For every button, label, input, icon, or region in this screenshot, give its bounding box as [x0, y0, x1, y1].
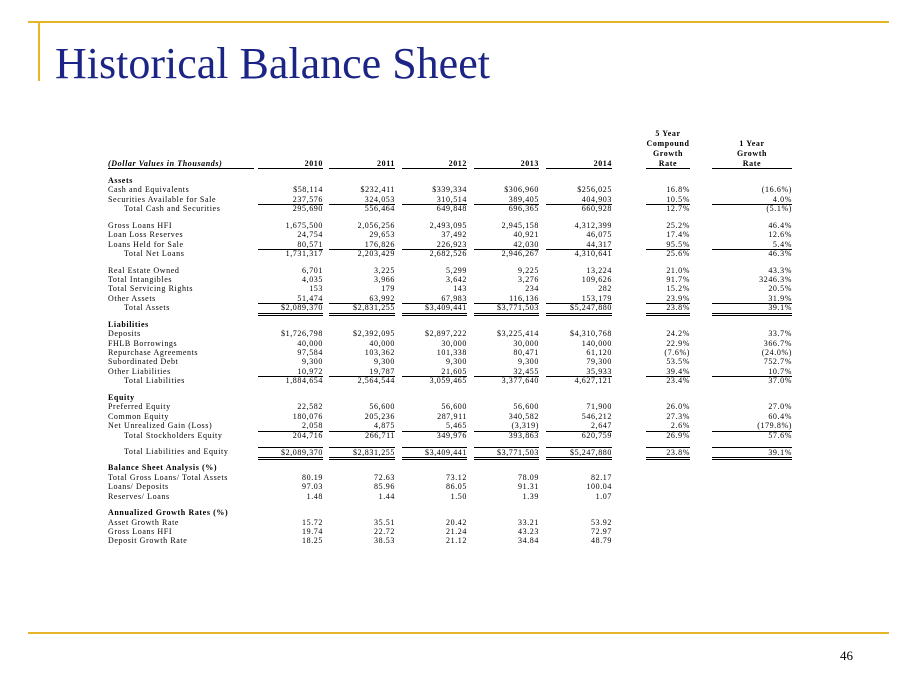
row-label: Preferred Equity [108, 402, 171, 412]
one-year-cell: 39.1% [712, 303, 792, 315]
one-year-cell: 12.6% [768, 230, 792, 240]
value-cell: 30,000 [513, 338, 539, 348]
table-row [108, 221, 798, 230]
header-row-4 [108, 159, 798, 169]
value-cell: 85.96 [374, 482, 395, 492]
cagr-cell: 27.3% [666, 411, 690, 421]
table-row [108, 536, 798, 545]
cagr-cell: 23.4% [666, 376, 690, 386]
spacer-row [108, 386, 798, 393]
row-label: Securities Available for Sale [108, 194, 217, 204]
value-cell: 2,564,544 [357, 376, 395, 386]
table-row [108, 294, 798, 303]
value-cell: 1,884,654 [285, 376, 323, 386]
value-cell: 67,983 [402, 294, 467, 304]
table-row [108, 473, 798, 482]
value-cell: 9,225 [518, 265, 539, 275]
value-cell: 2,058 [258, 421, 323, 431]
row-label: Total Servicing Rights [108, 284, 194, 294]
value-cell: 101,338 [436, 348, 467, 357]
value-cell: 97,584 [297, 348, 323, 357]
value-cell: 63,992 [329, 294, 395, 304]
cagr-cell: 22.9% [666, 338, 690, 348]
value-cell: 53.92 [591, 517, 612, 527]
value-cell: 179 [381, 284, 395, 294]
cagr-cell: (7.6%) [664, 348, 690, 357]
row-label: Other Assets [108, 293, 156, 303]
value-cell: 80.19 [302, 472, 323, 482]
value-cell: 109,626 [581, 274, 612, 284]
one-year-cell: 33.7% [768, 329, 792, 339]
one-year-cell: (16.6%) [761, 185, 792, 195]
value-cell: 103,362 [364, 348, 395, 357]
value-cell: 349,976 [436, 430, 467, 440]
value-cell: 393,863 [508, 430, 539, 440]
value-cell: 660,928 [581, 204, 612, 214]
balance-sheet-table [108, 129, 798, 546]
row-label: Subordinated Debt [108, 357, 179, 367]
value-cell: 56,600 [441, 402, 467, 412]
value-cell: 226,923 [402, 240, 467, 250]
section-row [108, 463, 798, 472]
value-cell: 2,682,526 [429, 249, 467, 259]
value-cell: 79,300 [586, 357, 612, 367]
spacer-row [108, 440, 798, 447]
table-row [108, 348, 798, 357]
table-row [108, 266, 798, 275]
cagr-cell: 53.5% [666, 357, 690, 367]
header-row-1 [108, 129, 798, 139]
value-cell: 34.84 [518, 536, 539, 546]
value-cell: 9,300 [446, 357, 467, 367]
row-label: Total Cash and Securities [124, 204, 221, 214]
table-row [108, 518, 798, 527]
row-label: Gross Loans HFI [108, 220, 173, 230]
value-cell: 44,317 [546, 240, 612, 250]
left-accent-line [38, 21, 40, 81]
row-label: Total Liabilities [124, 376, 185, 386]
one-year-cell: (24.0%) [761, 348, 792, 357]
value-cell: 4,627,121 [574, 376, 612, 386]
header-row-2 [108, 139, 798, 149]
value-cell: 35.51 [374, 517, 395, 527]
cagr-cell: 16.8% [666, 185, 690, 195]
one-year-cell: 3246.3% [759, 274, 792, 284]
table-row [108, 447, 798, 456]
row-label: FHLB Borrowings [108, 338, 178, 348]
one-year-cell: 31.9% [712, 294, 792, 304]
cagr-cell: 23.8% [646, 303, 690, 315]
value-cell: 546,212 [581, 411, 612, 421]
row-label: Loan Loss Reserves [108, 230, 184, 240]
one-year-cell: 43.3% [768, 265, 792, 275]
row-label: Reserves/ Loans [108, 491, 170, 501]
table-row [108, 527, 798, 536]
value-cell: 40,921 [513, 230, 539, 240]
value-cell: 3,276 [518, 274, 539, 284]
value-cell: 46,075 [586, 230, 612, 240]
value-cell: 9,300 [518, 357, 539, 367]
one-year-cell: 366.7% [763, 338, 792, 348]
value-cell: 97.03 [302, 482, 323, 492]
cagr-cell: 21.0% [666, 265, 690, 275]
value-cell: 21.24 [446, 527, 467, 536]
value-cell: 30,000 [441, 338, 467, 348]
value-cell: 100.04 [586, 482, 612, 492]
row-label: Total Gross Loans/ Total Assets [108, 472, 228, 482]
value-cell: 1,675,500 [285, 220, 323, 230]
value-cell: 91.31 [518, 482, 539, 492]
value-cell: 32,455 [474, 367, 539, 377]
one-year-header-line-1: 1 Year [739, 139, 765, 148]
value-cell: 80,471 [513, 348, 539, 357]
value-cell: 5,299 [446, 265, 467, 275]
table-row [108, 376, 798, 385]
cagr-cell: 10.5% [646, 195, 690, 205]
cagr-cell: 91.7% [666, 274, 690, 284]
value-cell: $2,897,222 [425, 329, 467, 339]
cagr-cell: 17.4% [666, 230, 690, 240]
cagr-header-line-4: Rate [646, 159, 690, 169]
one-year-cell: (5.1%) [766, 204, 792, 214]
value-cell: $1,726,798 [281, 329, 323, 339]
table-row [108, 303, 798, 312]
cagr-cell: 39.4% [646, 367, 690, 377]
value-cell: 43.23 [518, 527, 539, 536]
row-label: Total Intangibles [108, 274, 173, 284]
table-row [108, 431, 798, 440]
table-row [108, 482, 798, 491]
table-row [108, 249, 798, 258]
value-cell: 3,225 [374, 265, 395, 275]
value-cell: 2,203,429 [357, 249, 395, 259]
value-cell: 72.97 [591, 527, 612, 536]
value-cell: 21,605 [402, 367, 467, 377]
row-label: Deposit Growth Rate [108, 536, 188, 546]
one-year-header-line-3: Rate [712, 159, 792, 169]
value-cell: 204,716 [292, 430, 323, 440]
value-cell: 35,933 [546, 367, 612, 377]
section-heading: Annualized Growth Rates (%) [108, 508, 229, 518]
page-number: 46 [840, 648, 853, 663]
one-year-cell: 46.3% [768, 249, 792, 259]
value-cell: 56,600 [513, 402, 539, 412]
value-cell: 18.25 [302, 536, 323, 546]
table-row [108, 284, 798, 293]
section-row [108, 508, 798, 517]
one-year-cell: 4.0% [712, 195, 792, 205]
value-cell: 5,465 [402, 421, 467, 431]
row-label: Net Unrealized Gain (Loss) [108, 421, 213, 431]
value-cell: (3,319) [474, 421, 539, 431]
cagr-cell: 26.0% [666, 402, 690, 412]
value-cell: 22,582 [297, 402, 323, 412]
value-cell: 116,136 [474, 294, 539, 304]
value-cell: 33.21 [518, 517, 539, 527]
value-cell: 4,310,641 [574, 249, 612, 259]
cagr-cell: 25.2% [666, 220, 690, 230]
value-cell: 40,000 [369, 338, 395, 348]
one-year-cell: 5.4% [712, 240, 792, 250]
cagr-cell: 23.9% [646, 294, 690, 304]
value-cell: 266,711 [365, 430, 395, 440]
value-cell: 237,576 [258, 195, 323, 205]
one-year-cell: 10.7% [712, 367, 792, 377]
table-row [108, 492, 798, 501]
value-cell: 176,826 [329, 240, 395, 250]
value-cell: 73.12 [446, 472, 467, 482]
one-year-cell: 752.7% [763, 357, 792, 367]
value-cell: 143 [453, 284, 467, 294]
year-header: 2010 [258, 159, 323, 169]
value-cell: 205,236 [364, 411, 395, 421]
section-heading: Balance Sheet Analysis (%) [108, 463, 218, 473]
year-header: 2013 [474, 159, 539, 169]
value-cell: 13,224 [586, 265, 612, 275]
value-cell: 42,030 [474, 240, 539, 250]
value-cell: $3,771,503 [474, 447, 539, 460]
value-cell: 696,365 [508, 204, 539, 214]
table-row [108, 230, 798, 239]
value-cell: 310,514 [402, 195, 467, 205]
value-cell: 153 [309, 284, 323, 294]
value-cell: 620,759 [581, 430, 612, 440]
one-year-cell: 20.5% [768, 284, 792, 294]
table-row [108, 204, 798, 213]
value-cell: 282 [598, 284, 612, 294]
value-cell: $3,225,414 [497, 329, 539, 339]
value-cell: $2,089,370 [258, 303, 323, 315]
row-label: Repurchase Agreements [108, 348, 199, 357]
value-cell: 180,076 [292, 411, 323, 421]
value-cell: 2,493,095 [429, 220, 467, 230]
value-cell: 404,903 [546, 195, 612, 205]
cagr-cell: 23.8% [646, 447, 690, 460]
value-cell: 61,120 [586, 348, 612, 357]
value-cell: 1.48 [306, 491, 323, 501]
value-cell: $5,247,880 [546, 447, 612, 460]
value-cell: 287,911 [437, 411, 467, 421]
value-cell: 71,900 [586, 402, 612, 412]
value-cell: $5,247,880 [546, 303, 612, 315]
row-label: Total Net Loans [124, 249, 185, 259]
row-label: Total Stockholders Equity [124, 430, 223, 440]
value-cell: 295,690 [292, 204, 323, 214]
value-cell: 3,059,465 [429, 376, 467, 386]
value-cell: 556,464 [364, 204, 395, 214]
value-cell: 4,035 [302, 274, 323, 284]
value-cell: 1,731,317 [285, 249, 323, 259]
value-cell: 48.79 [591, 536, 612, 546]
value-cell: 324,053 [329, 195, 395, 205]
one-year-cell: 60.4% [768, 411, 792, 421]
value-cell: $2,089,370 [258, 447, 323, 460]
spacer-row [108, 259, 798, 266]
cagr-cell: 25.6% [666, 249, 690, 259]
value-cell: 1.07 [595, 491, 612, 501]
cagr-cell: 2.6% [646, 421, 690, 431]
top-accent-line [28, 21, 889, 23]
year-header: 2011 [329, 159, 395, 169]
value-cell: $256,025 [577, 185, 612, 195]
value-cell: 37,492 [441, 230, 467, 240]
section-heading: Assets [108, 176, 133, 185]
value-cell: 3,642 [446, 274, 467, 284]
value-cell: 389,405 [474, 195, 539, 205]
units-label: (Dollar Values in Thousands) [108, 159, 254, 169]
cagr-header-line-3: Growth [652, 149, 684, 158]
cagr-header-line-2: Compound [646, 139, 690, 148]
slide-title: Historical Balance Sheet [55, 39, 490, 88]
section-row [108, 176, 798, 185]
row-label: Common Equity [108, 411, 169, 421]
value-cell: $2,831,255 [329, 447, 395, 460]
value-cell: 10,972 [258, 367, 323, 377]
value-cell: 80,571 [258, 240, 323, 250]
table-row [108, 367, 798, 376]
cagr-header-line-1: 5 Year [655, 129, 681, 138]
value-cell: 649,848 [436, 204, 467, 214]
value-cell: 1.44 [378, 491, 395, 501]
value-cell: 9,300 [302, 357, 323, 367]
value-cell: 140,000 [581, 338, 612, 348]
row-label: Loans/ Deposits [108, 482, 169, 492]
value-cell: $2,392,095 [353, 329, 395, 339]
spacer-row [108, 169, 798, 176]
value-cell: $3,409,441 [402, 303, 467, 315]
row-label: Total Liabilities and Equity [124, 446, 229, 456]
value-cell: $3,409,441 [402, 447, 467, 460]
value-cell: 2,945,158 [501, 220, 539, 230]
row-label: Cash and Equivalents [108, 185, 190, 195]
value-cell: 1.39 [522, 491, 539, 501]
value-cell: 19,787 [329, 367, 395, 377]
table-row [108, 357, 798, 366]
one-year-cell: 57.6% [768, 430, 792, 440]
value-cell: $2,831,255 [329, 303, 395, 315]
table-row [108, 412, 798, 421]
value-cell: 21.12 [446, 536, 467, 546]
value-cell: 51,474 [258, 294, 323, 304]
table-row [108, 275, 798, 284]
value-cell: 4,312,399 [574, 220, 612, 230]
value-cell: 15.72 [302, 517, 323, 527]
year-header: 2014 [546, 159, 612, 169]
cagr-cell: 15.2% [666, 284, 690, 294]
value-cell: 20.42 [446, 517, 467, 527]
value-cell: $3,771,503 [474, 303, 539, 315]
year-header: 2012 [402, 159, 467, 169]
value-cell: 56,600 [369, 402, 395, 412]
value-cell: 6,701 [302, 265, 323, 275]
one-year-cell: (179.8%) [712, 421, 792, 431]
value-cell: 86.05 [446, 482, 467, 492]
row-label: Total Assets [124, 303, 170, 313]
cagr-cell: 26.9% [666, 430, 690, 440]
value-cell: 82.17 [591, 472, 612, 482]
one-year-cell: 46.4% [768, 220, 792, 230]
cagr-cell: 24.2% [666, 329, 690, 339]
section-heading: Liabilities [108, 319, 149, 329]
value-cell: $306,960 [504, 185, 539, 195]
row-label: Real Estate Owned [108, 265, 180, 275]
value-cell: 3,377,640 [501, 376, 539, 386]
bottom-accent-line [28, 632, 889, 634]
value-cell: 153,179 [546, 294, 612, 304]
value-cell: 2,946,267 [501, 249, 539, 259]
table-row [108, 240, 798, 249]
table-row [108, 195, 798, 204]
value-cell: 2,647 [546, 421, 612, 431]
value-cell: $58,114 [293, 185, 323, 195]
row-label: Other Liabilities [108, 366, 171, 376]
value-cell: 78.09 [518, 472, 539, 482]
value-cell: 24,754 [297, 230, 323, 240]
value-cell: 40,000 [297, 338, 323, 348]
spacer-row [108, 456, 798, 463]
value-cell: 2,056,256 [357, 220, 395, 230]
section-row [108, 320, 798, 329]
value-cell: 234 [525, 284, 539, 294]
value-cell: 22.72 [374, 527, 395, 536]
table-row [108, 402, 798, 411]
value-cell: $339,334 [432, 185, 467, 195]
value-cell: 4,875 [329, 421, 395, 431]
one-year-cell: 27.0% [768, 402, 792, 412]
spacer-row [108, 313, 798, 320]
section-row [108, 393, 798, 402]
value-cell: 19.74 [302, 527, 323, 536]
value-cell: 29,653 [369, 230, 395, 240]
one-year-cell: 37.0% [768, 376, 792, 386]
value-cell: 9,300 [374, 357, 395, 367]
value-cell: 3,966 [374, 274, 395, 284]
table-row [108, 185, 798, 194]
value-cell: 1.50 [450, 491, 467, 501]
table-row [108, 339, 798, 348]
cagr-cell: 95.5% [646, 240, 690, 250]
row-label: Loans Held for Sale [108, 239, 184, 249]
header-row-3 [108, 149, 798, 159]
table-row [108, 329, 798, 338]
value-cell: 340,582 [508, 411, 539, 421]
one-year-header-line-2: Growth [736, 149, 768, 158]
section-heading: Equity [108, 392, 135, 402]
row-label: Asset Growth Rate [108, 517, 180, 527]
spacer-row [108, 501, 798, 508]
row-label: Gross Loans HFI [108, 527, 173, 536]
value-cell: $232,411 [360, 185, 395, 195]
row-label: Deposits [108, 329, 141, 339]
value-cell: 38.53 [374, 536, 395, 546]
cagr-cell: 12.7% [666, 204, 690, 214]
spacer-row [108, 214, 798, 221]
table-row [108, 421, 798, 430]
one-year-cell: 39.1% [712, 447, 792, 460]
value-cell: $4,310,768 [570, 329, 612, 339]
value-cell: 72.63 [374, 472, 395, 482]
